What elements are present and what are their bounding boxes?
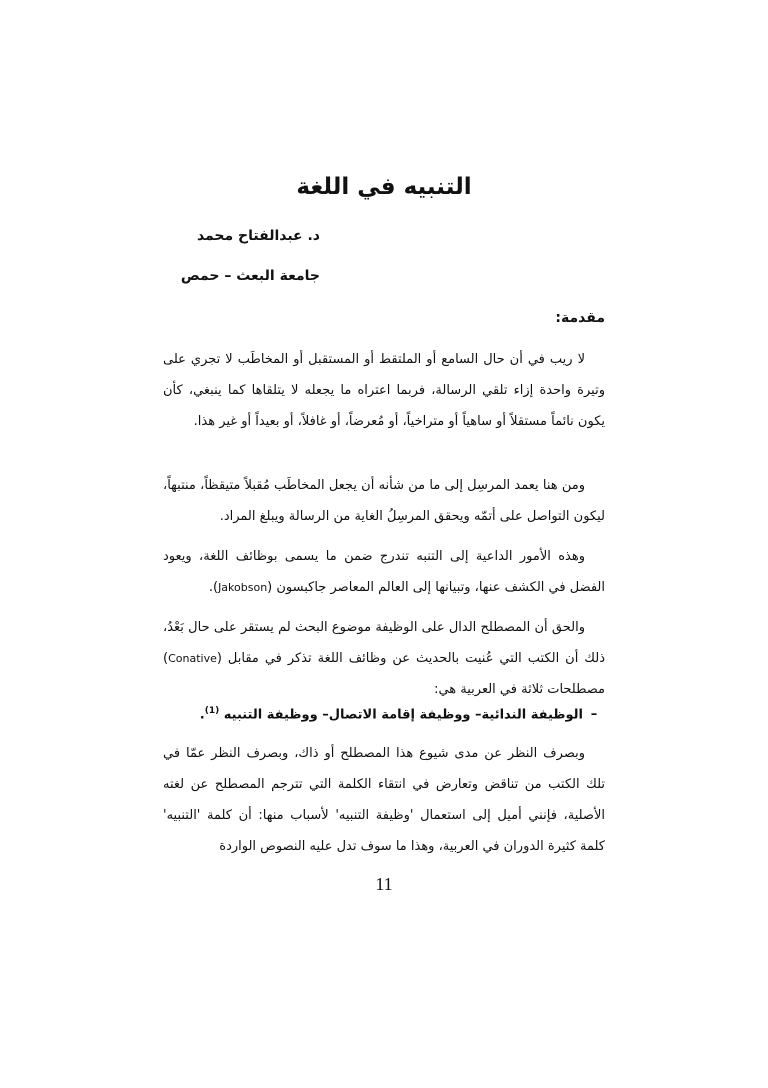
- latin-term-conative: Conative: [168, 652, 217, 665]
- paragraph-5: وبصرف النظر عن مدى شيوع هذا المصطلح أو ذاك، وبصرف النظر عمّا في تلك الكتب من تناقض وتعارض في انتقاء الكلمة التي تترجم المصطلح عن لغته الأصلية، فإنني أميل إلى استعمال 'وظيفة التنبيه' لأسباب منها: أن كلمة 'التنبيه' كلمة كثيرة الدوران في العربية، وهذا ما سوف تدل عليه النصوص الواردة: [163, 746, 605, 854]
- author-name: د. عبدالفتاح محمد: [196, 228, 320, 244]
- bullet-end: .: [199, 707, 205, 723]
- footnote-reference[interactable]: (1): [204, 706, 220, 716]
- latin-term-jakobson: Jakobson: [218, 581, 268, 594]
- bullet-dash: –: [590, 707, 598, 723]
- paragraph-2: ومن هنا يعمد المرسِل إلى ما من شأنه أن يجعل المخاطَب مُقبلاً متيقظاً، منتبهاً، ليكون التواصل على أتمّه ويحقق المرسِلُ الغاية من الرسالة ويبلغ المراد.: [163, 478, 605, 524]
- paragraph-4-text: والحق أن المصطلح الدال على الوظيفة موضوع البحث لم يستقر على حال بَعْدُ، ذلك أن الكتب التي عُنيت بالحديث عن وظائف اللغة تذكر في مقابل (: [163, 620, 605, 666]
- article-title: التنبيه في اللغة: [296, 174, 472, 200]
- paragraph-3-text: وهذه الأمور الداعية إلى التنبه تندرج ضمن ما يسمى بوظائف اللغة، ويعود الفضل في الكشف عنها، وتبيانها إلى العالم المعاصر جاكبسون (: [163, 549, 605, 595]
- paragraph-1: لا ريب في أن حال السامع أو الملتقط أو المستقبل أو المخاطَب لا تجري على وتيرة واحدة إزاء تلقي الرسالة، فربما اعتراه ما يجعله لا يتلقاها كما ينبغي، كأن يكون نائماً مستقلاً أو ساهياً أو متراخياً، أو مُعرضاً، أو غافلاً، أو بعيداً أو غير هذا.: [163, 352, 605, 429]
- paragraph-3: [163, 541, 605, 603]
- intro-heading: مقدمة:: [555, 310, 605, 326]
- author-affiliation: جامعة البعث – حمص: [180, 268, 320, 284]
- paragraph-3-end: ).: [208, 580, 219, 595]
- paragraph-4: [163, 612, 605, 705]
- bullet-text: الوظيفة الندائية– ووظيفة إقامة الاتصال– ووظيفة التنبيه: [223, 707, 583, 723]
- terms-bullet: [200, 706, 605, 722]
- page-number: 11: [375, 874, 393, 894]
- paragraph-4-end: ) مصطلحات ثلاثة في العربية هي:: [163, 651, 605, 697]
